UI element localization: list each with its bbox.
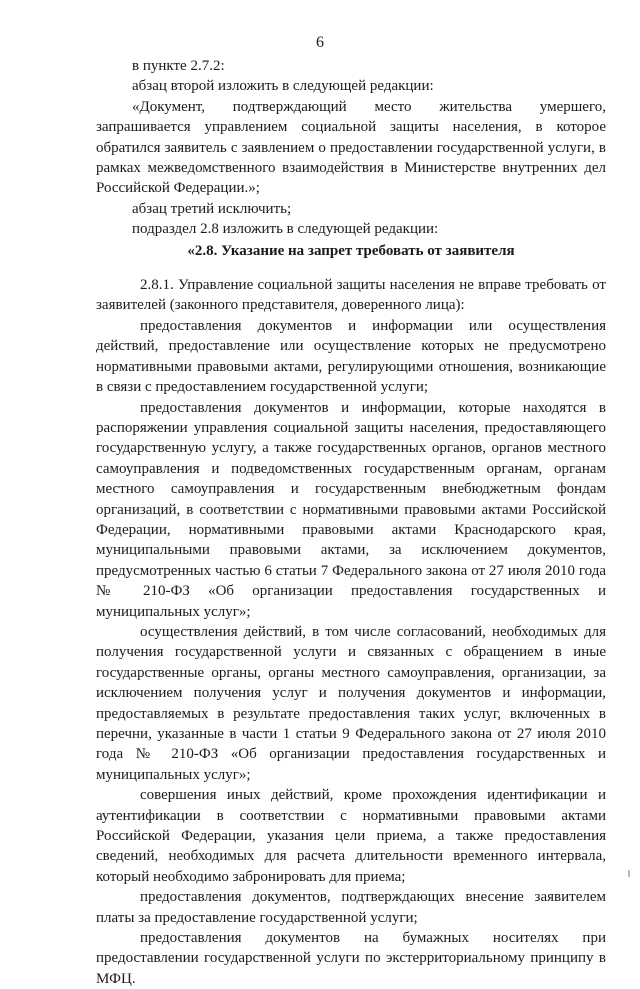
paragraph: предоставления документов на бумажных носителях при предоставлении государственной услуги по экстерриториальному принципу в МФЦ. — [96, 930, 606, 987]
paragraph: осуществления действий, в том числе согласований, необходимых для получения государственной услуги и связанных с обращением в иные государственные органы, органы местного самоуправления, организации, за исключением получения услуг и получения документов и информации, предоставляемых в результате предоставления таких услуг, включенных в перечни, указанные в части 1 статьи 9 Федерального закона от 27 июля 2010 года № 210-ФЗ «Об организации предоставления государственных и муниципальных услуг»; — [96, 623, 606, 783]
section-heading: «2.8. Указание на запрет требовать от заявителя — [187, 242, 515, 259]
paragraph: предоставления документов и информации или осуществления действий, предоставление или осуществление которых не предусмотрено нормативными правовыми актами, регулирующими отношения, возникающие в связи с предоставлением государственной услуги; — [96, 317, 606, 396]
paragraph: подраздел 2.8 изложить в следующей редакции: — [132, 221, 439, 238]
paragraph: предоставления документов и информации, которые находятся в распоряжении управления социальной защиты населения, предоставляющего государственную услугу, а также государственных органов, органов местного самоуправления и подведомственных государственным органам, органам местного самоуправления и государственным внебюджетным фондам организаций, в соответствии с нормативными правовыми актами Российской Федерации, нормативными правовыми актами Краснодарского края, муниципальными правовыми актами, за исключением документов, предусмотренных частью 6 статьи 7 Федерального закона от 27 июля 2010 года № 210-ФЗ «Об организации предоставления государственных и муниципальных услуг»; — [96, 399, 606, 620]
paragraph: предоставления документов, подтверждающих внесение заявителем платы за предоставление государственной услуги; — [96, 889, 606, 926]
paragraph: 2.8.1. Управление социальной защиты населения не вправе требовать от заявителей (законного представителя, доверенного лица): — [96, 277, 606, 314]
paragraph: абзац третий исключить; — [132, 200, 292, 217]
paragraph: совершения иных действий, кроме прохождения идентификации и аутентификации в соответствии с нормативными правовыми актами Российской Федерации, указания цели приема, а также предоставления сведений, необходимых для расчета длительности временного интервала, который необходимо забронировать для приема; — [96, 787, 606, 885]
document-body — [96, 56, 606, 989]
paragraph: «Документ, подтверждающий место жительства умершего, запрашивается управлением социальной защиты населения, в которое обратился заявитель с заявлением о предоставлении государственной услуги, в рамках межведомственного взаимодействия в Министерстве внутренних дел Российской Федерации.»; — [96, 98, 606, 197]
paragraph: в пункте 2.7.2: — [132, 58, 225, 74]
scan-mark — [628, 870, 630, 877]
page-number: 6 — [316, 34, 324, 51]
paragraph: абзац второй изложить в следующей редакции: — [132, 78, 434, 95]
